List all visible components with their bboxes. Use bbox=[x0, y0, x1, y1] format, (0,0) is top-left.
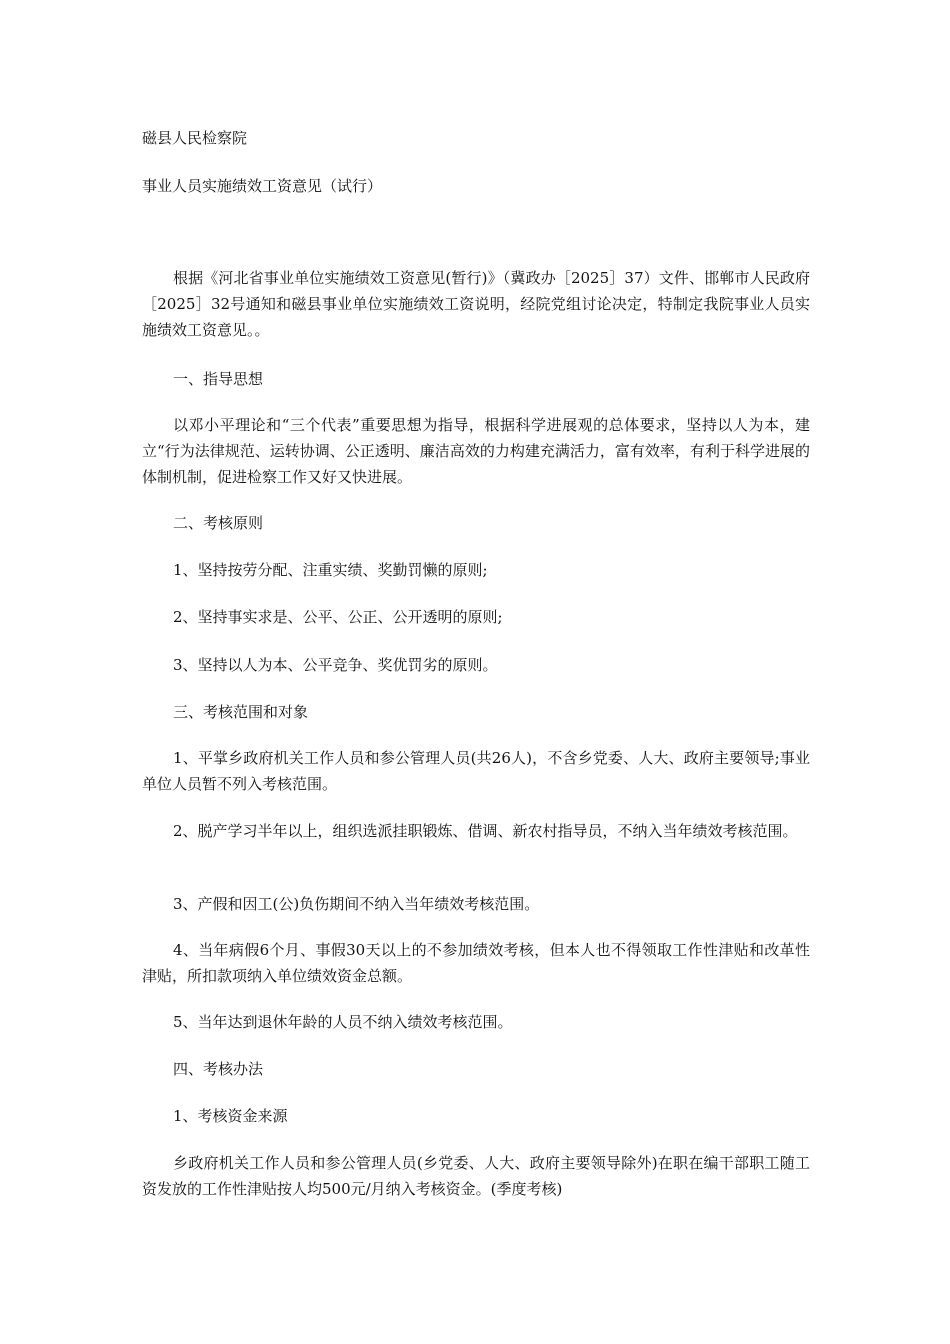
section-heading-assessment-scope: 三、考核范围和对象 bbox=[173, 703, 309, 721]
scope-item-4: 4、当年病假6个月、事假30天以上的不参加绩效考核，但本人也不得领取工作性津贴和改革性津贴，所扣款项纳入单位绩效资金总额。 bbox=[142, 941, 810, 985]
document-title: 事业人员实施绩效工资意见（试行） bbox=[142, 177, 383, 195]
method-subheading-fund-source: 1、考核资金来源 bbox=[173, 1107, 288, 1125]
section-heading-guiding-ideology: 一、指导思想 bbox=[173, 370, 264, 388]
scope-item-1: 1、平掌乡政府机关工作人员和参公管理人员(共26人)，不含乡党委、人大、政府主要领导;事业单位人员暂不列入考核范围。 bbox=[142, 749, 810, 793]
organization-name: 磁县人民检察院 bbox=[142, 129, 248, 147]
scope-item-2: 2、脱产学习半年以上，组织选派挂职锻炼、借调、新农村指导员，不纳入当年绩效考核范围。 bbox=[173, 822, 798, 840]
section-heading-assessment-methods: 四、考核办法 bbox=[173, 1060, 264, 1078]
principle-item-3: 3、坚持以人为本、公平竞争、奖优罚劣的原则。 bbox=[173, 656, 498, 674]
scope-item-5: 5、当年达到退休年龄的人员不纳入绩效考核范围。 bbox=[173, 1013, 513, 1031]
section-heading-assessment-principles: 二、考核原则 bbox=[173, 514, 264, 532]
guiding-ideology-paragraph: 以邓小平理论和“三个代表”重要思想为指导，根据科学进展观的总体要求，坚持以人为本，建立“行为法律规范、运转协调、公正透明、廉洁高效的力构建充满活力，富有效率，有利于科学进展的体制机制，促进检察工作又好又快进展。 bbox=[142, 416, 810, 486]
principle-item-1: 1、坚持按劳分配、注重实绩、奖勤罚懒的原则; bbox=[173, 561, 488, 579]
intro-paragraph: 根据《河北省事业单位实施绩效工资意见(暂行)》（冀政办［2025］37）文件、邯郸市人民政府［2025］32号通知和磁县事业单位实施绩效工资说明，经院党组讨论决定，特制定我院事业人员实施绩效工资意见。。 bbox=[142, 269, 810, 339]
fund-source-paragraph: 乡政府机关工作人员和参公管理人员(乡党委、人大、政府主要领导除外)在职在编干部职工随工资发放的工作性津贴按人均500元/月纳入考核资金。(季度考核) bbox=[142, 1154, 810, 1198]
principle-item-2: 2、坚持事实求是、公平、公正、公开透明的原则; bbox=[173, 608, 503, 626]
scope-item-3: 3、产假和因工(公)负伤期间不纳入当年绩效考核范围。 bbox=[173, 895, 540, 913]
